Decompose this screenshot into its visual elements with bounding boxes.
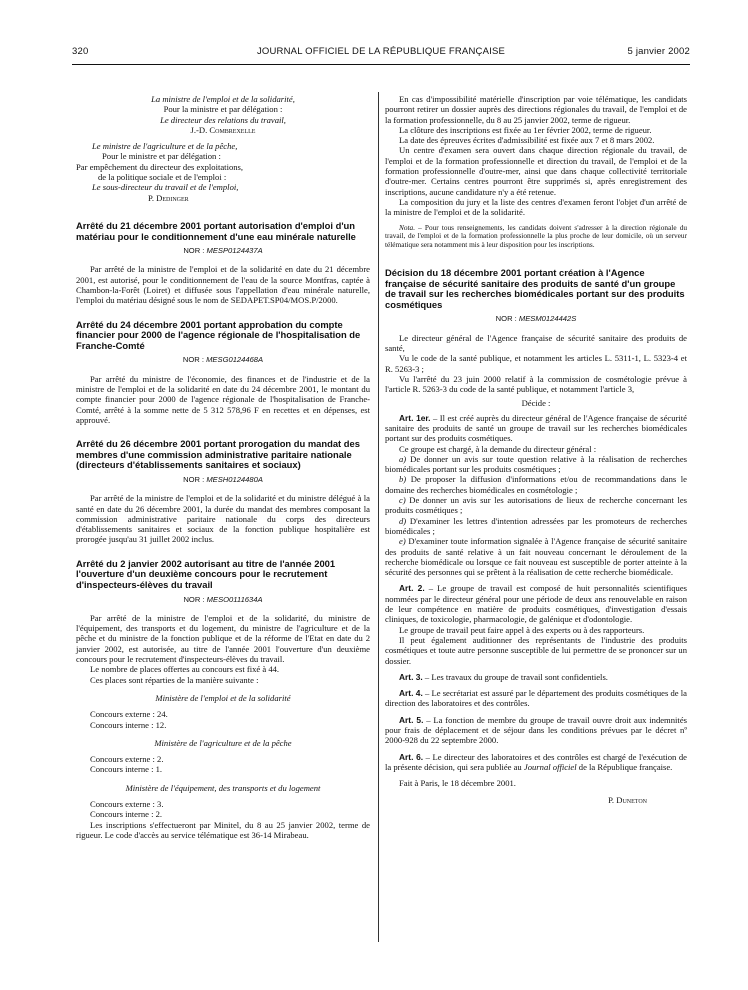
paragraph: Il peut également auditionner des représentants de l'industrie des produits cosmétiques et toute autre personne susceptible de lui permettre de se prononcer sur un dossier. (385, 634, 687, 666)
left-column (76, 94, 370, 840)
nor-reference: NOR : MESO0111634A (183, 594, 263, 604)
signature-line: Pour la ministre et par délégation : (163, 104, 283, 115)
exam-places: Concours externe : 24. (90, 709, 168, 720)
paragraph: La clôture des inscriptions est fixée au 1er février 2002, terme de rigueur. (399, 124, 652, 135)
paragraph: La composition du jury et la liste des centres d'examen feront l'objet d'un arrêté de la ministre de l'emploi et de la solidarité. (385, 196, 687, 218)
decree-financial-account (76, 320, 370, 426)
article-2: Art. 2. – Le groupe de travail est composé de huit personnalités scientifiques nommées par le directeur général pour une période de deux ans renouvelable en raison de leur compétence en matière de produits cosmétiques, d'investigation d'essais cliniques, de toxicologie, pharmacologie, de galénique et d'odontologie. (385, 583, 687, 625)
signature-line: Le sous-directeur du travail et de l'emploi, (92, 182, 239, 193)
decide-heading: Décide : (521, 398, 551, 409)
exam-places: Concours interne : 1. (90, 764, 163, 775)
page-number: 320 (72, 46, 89, 57)
decree-commission-mandate (76, 439, 370, 545)
signer-name: J.-D. Combrexelle (190, 124, 256, 135)
journal-title: JOURNAL OFFICIEL DE LA RÉPUBLIQUE FRANÇAISE (256, 46, 506, 57)
ministry-heading: Ministère de l'équipement, des transports et du logement (125, 782, 321, 793)
decree-body: Par arrêté de la ministre de l'emploi et de la solidarité en date du 21 décembre 2001, est autorisé, pour le conditionnement de l'eau de la source Montfras, captée à Chambon-la-Forêt (Loiret) et diffusée sous l'appellation d'eau minérale naturelle, l'emploi du matériau désigné sous le nom de SEDAPET.SP04/MOS.P/2000. (76, 264, 370, 306)
nor-reference: NOR : MESH0124480A (183, 474, 263, 484)
nota-note: Nota. – Pour tous renseignements, les candidats doivent s'adresser à la direction régionale du travail, de l'emploi et de la formation professionnelle la plus proche de leur domicile, où un serveur télématique sera notamment mis à leur disposition pour les inscriptions. (385, 222, 687, 250)
signature-block-agriculture (76, 141, 370, 203)
list-item: e) D'examiner toute information signalée à l'Agence française de sécurité sanitaire des produits de santé relative à un fait nouveau concernant le déroulement de la recherche biomédicale ou lorsque ce fait nouveau est susceptible de porter atteinte à la sécurité des personnes qui se prêtent à la réalisation de cette recherche biomédicale. (385, 536, 687, 578)
article-6: Art. 6. – Le directeur des laboratoires et des contrôles est chargé de l'exécution de la présente décision, qui sera publiée au Journal officiel de la République française. (385, 751, 687, 772)
decree-body: Par arrêté du ministre de l'économie, des finances et de l'industrie et de la ministre de l'emploi et de la solidarité en date du 24 décembre 2001, le montant du compte financier pour 2000 de l'agence régionale de l'hospitalisation de Franche-Comté, arrêté à la somme nette de 5 312 578,96 F en recettes et en dépenses, est approuvé. (76, 373, 370, 425)
paragraph: Ce groupe est chargé, à la demande du directeur général : (399, 443, 597, 454)
exam-places: Concours externe : 3. (90, 799, 164, 809)
article-1: Art. 1er. – Il est créé auprès du directeur général de l'Agence française de sécurité sanitaire des produits de santé un groupe de travail sur les recherches biomédicales portant sur des produits cosmétiques. (385, 412, 687, 444)
list-item: a) De donner un avis sur toute question relative à la réalisation de recherches biomédicales portant sur les produits cosmétiques ; (385, 453, 687, 475)
exam-places: Concours externe : 2. (90, 754, 164, 765)
paragraph: La date des épreuves écrites d'admissibilité est fixée aux 7 et 8 mars 2002. (399, 135, 655, 146)
paragraph: Vu le code de la santé publique, et notamment les articles L. 5311-1, L. 5323-4 et R. 5263-3 ; (385, 353, 687, 374)
decree-title: Arrêté du 21 décembre 2001 portant autorisation d'emploi d'un matériau pour le conditionnement d'une eau minérale naturelle (76, 219, 356, 242)
nor-reference: NOR : MESP0124437A (183, 246, 263, 256)
exam-places: Concours interne : 2. (90, 809, 163, 820)
signature-line: de la politique sociale et de l'emploi : (98, 172, 227, 183)
list-item: b) De proposer la diffusion d'informations et/ou de recommandations dans le domaine des recherches biomédicales en cosmétologie ; (385, 474, 687, 495)
done-at: Fait à Paris, le 18 décembre 2001. (399, 778, 516, 789)
signature-line: Le ministre de l'agriculture et de la pêche, (92, 141, 238, 152)
paragraph: Un centre d'examen sera ouvert dans chaque direction régionale du travail, de l'emploi et de la formation professionnelle et direction du travail, de l'emploi et de la formation professionnelle d'outre-mer, ainsi que dans chaque collectivité territoriale d'outre-mer. Certains centres pourront être supprimés si, après enregistrement des inscriptions, aucune candidature n'y a été retenue. (385, 145, 687, 197)
signer-name: P. Dedinger (148, 192, 189, 203)
decree-title: Arrêté du 26 décembre 2001 portant prorogation du mandat des membres d'une commission administrative paritaire nationale (directeurs d'établissements sanitaires et sociaux) (76, 438, 360, 471)
signature-line: Pour le ministre et par délégation : (102, 151, 221, 162)
article-3: Art. 3. – Les travaux du groupe de travail sont confidentiels. (399, 671, 608, 682)
issue-date: 5 janvier 2002 (627, 46, 690, 57)
list-item: d) D'examiner les lettres d'intention adressées par les promoteurs de recherches biomédicales ; (385, 515, 687, 536)
decree-body: Par arrêté de la ministre de l'emploi et de la solidarité et du ministre délégué à la santé en date du 26 décembre 2001, la durée du mandat des membres composant la commission administrative paritaire nationale du corps des directeurs d'établissements sanitaires et sociaux de la fonction publique hospitalière est prorogée jusqu'au 31 juillet 2002 inclus. (76, 493, 370, 545)
nor-reference: NOR : MESG0124468A (182, 355, 264, 365)
article-5: Art. 5. – La fonction de membre du groupe de travail ouvre droit aux indemnités pour frais de déplacement et de séjour dans les conditions prévues par le décret nº 2000-928 du 22 septembre 2000. (385, 714, 687, 746)
list-item: c) De donner un avis sur les autorisations de lieux de recherche concernant les produits cosmétiques ; (385, 495, 687, 516)
decree-body: Ces places sont réparties de la manière suivante : (90, 674, 259, 685)
paragraph: Le groupe de travail peut faire appel à des experts ou à des rapporteurs. (399, 624, 645, 635)
signature-line: La ministre de l'emploi et de la solidarité, (151, 94, 295, 104)
decree-title: Arrêté du 24 décembre 2001 portant approbation du compte financier pour 2000 de l'agence régionale de l'hospitalisation de Franche-Comté (76, 318, 361, 351)
decision-title: Décision du 18 décembre 2001 portant création à l'Agence française de sécurité sanitaire des produits de santé d'un groupe de travail sur les recherches biomédicales portant sur des produits cosmétiques (385, 266, 685, 310)
decision-cosmetics-working-group (385, 268, 687, 805)
exam-places: Concours interne : 12. (90, 719, 167, 730)
paragraph: Le directeur général de l'Agence française de sécurité sanitaire des produits de santé, (385, 332, 687, 353)
decree-body: Le nombre de places offertes au concours est fixé à 44. (90, 664, 280, 675)
signature-line: Le directeur des relations du travail, (160, 114, 286, 125)
ministry-heading: Ministère de l'agriculture et de la pêche (154, 737, 292, 748)
signer-name: P. Duneton (608, 794, 647, 805)
decree-mineral-water (76, 221, 370, 306)
decree-body: Par arrêté de la ministre de l'emploi et de la solidarité, du ministre de l'équipement, des transports et du logement, du ministre de l'agriculture et de la pêche et du ministre de la fonction publique et de la réforme de l'Etat en date du 2 janvier 2002, est autorisée, au titre de l'année 2001 l'ouverture d'un deuxième concours pour le recrutement d'inspecteurs-élèves du travail. (76, 612, 370, 665)
decree-title: Arrêté du 2 janvier 2002 autorisant au titre de l'année 2001 l'ouverture d'un deuxième concours pour le recrutement d'inspecteurs-élèves du travail (76, 557, 336, 590)
page-header (72, 46, 690, 65)
article-4: Art. 4. – Le secrétariat est assuré par le département des produits cosmétiques de la direction des laboratoires et des contrôles. (385, 688, 687, 709)
decree-inspector-exam (76, 559, 370, 840)
nor-reference: NOR : MESM0124442S (495, 314, 577, 324)
signature-block-employment (76, 94, 370, 135)
right-column (385, 94, 687, 805)
column-divider (378, 92, 379, 942)
paragraph: En cas d'impossibilité matérielle d'inscription par voie télématique, les candidats pourront retirer un dossier auprès des directions régionales du travail, de l'emploi et de la formation professionnelle, du 8 au 25 janvier 2002, terme de rigueur. (385, 94, 687, 125)
decree-body: Les inscriptions s'effectueront par Minitel, du 8 au 25 janvier 2002, terme de rigueur. Le code d'accès au service télématique est 36-14 Mirabeau. (76, 819, 370, 840)
ministry-heading: Ministère de l'emploi et de la solidarité (155, 692, 291, 703)
paragraph: Vu l'arrêté du 23 juin 2000 relatif à la commission de cosmétologie prévue à l'article R. 5263-3 du code de la santé publique, et notamment l'article 3, (385, 373, 687, 395)
signature-line: Par empêchement du directeur des exploitations, (76, 161, 244, 172)
